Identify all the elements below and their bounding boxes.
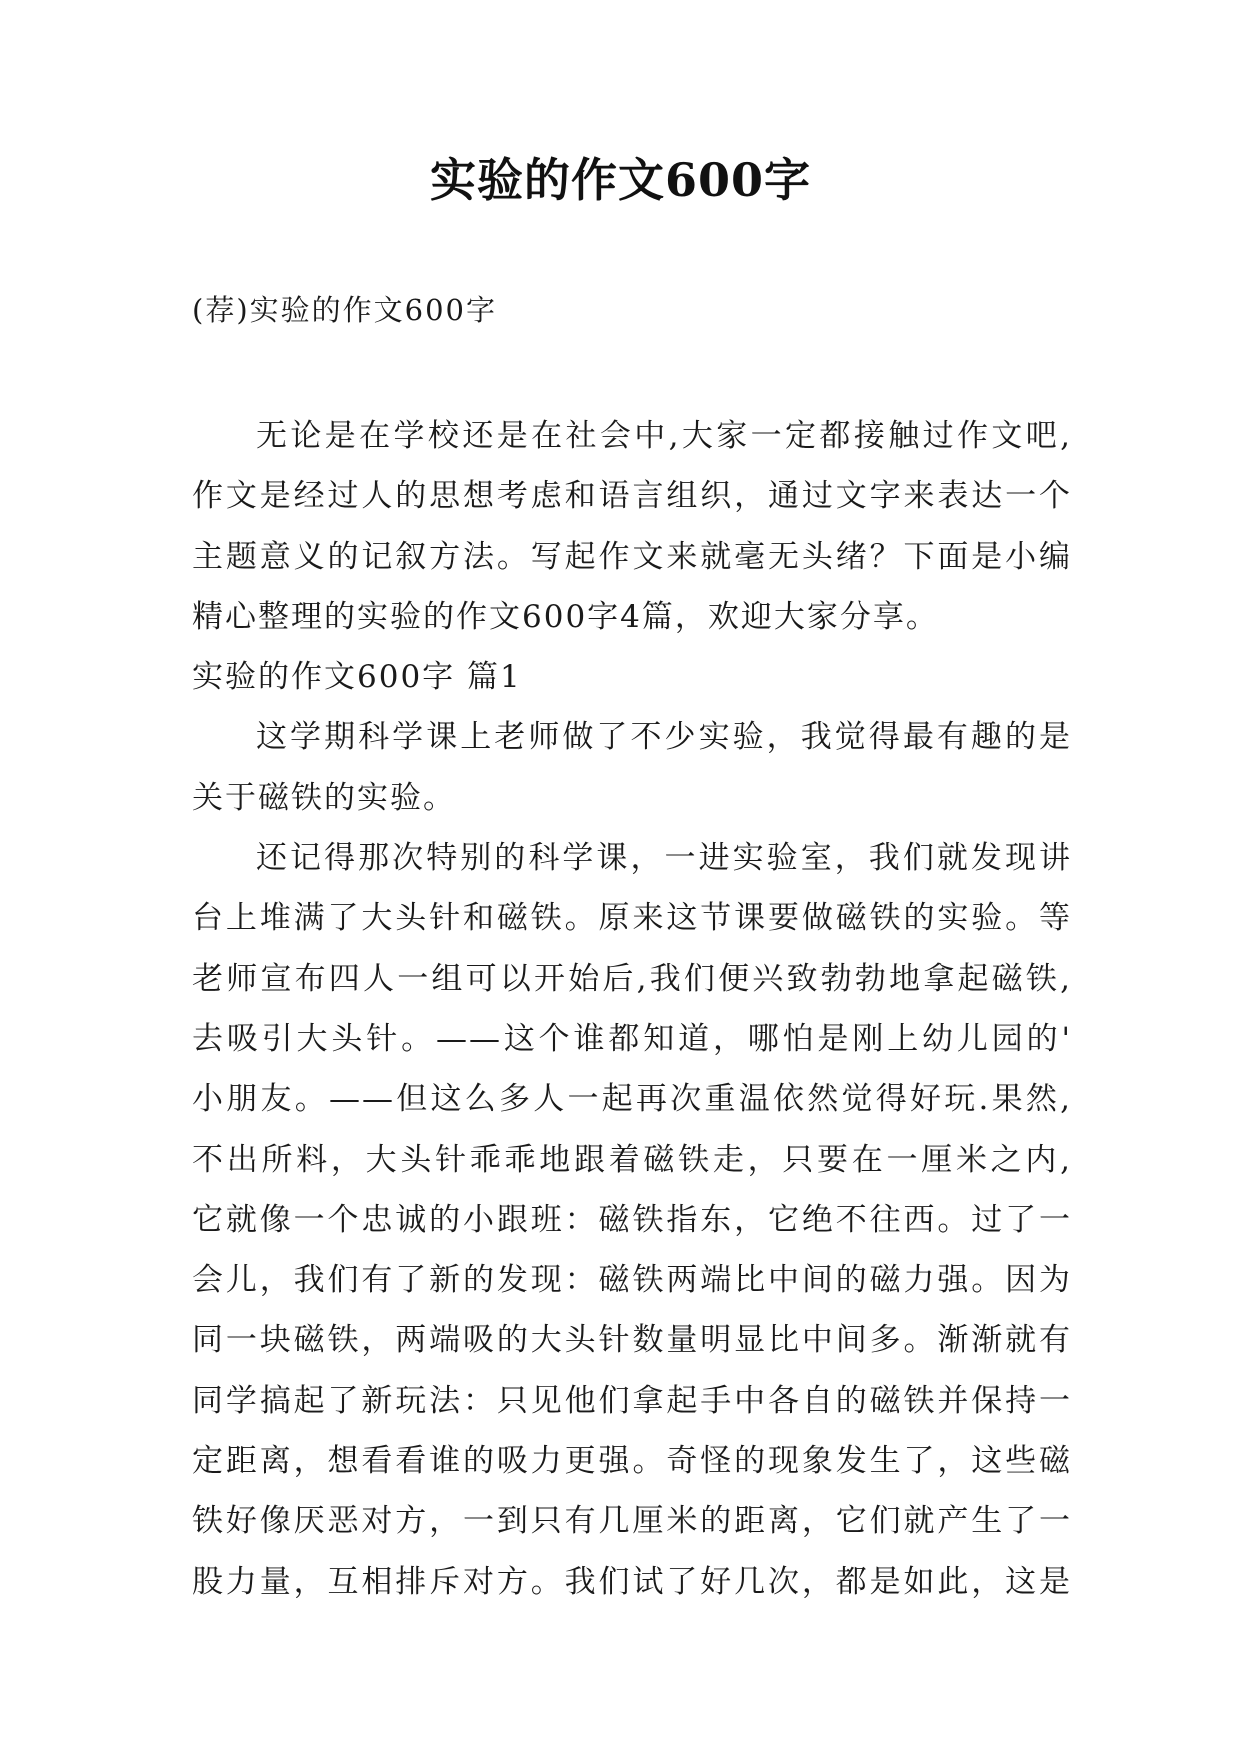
text-line: 股力量，互相排斥对方。我们试了好几次，都是如此，这是 xyxy=(192,1563,1072,1600)
document-title: 实验的作文600字 xyxy=(429,153,812,207)
text-line: 还记得那次特别的科学课，一进实验室，我们就发现讲 xyxy=(256,840,1072,877)
text-line: 台上堆满了大头针和磁铁。原来这节课要做磁铁的实验。等 xyxy=(192,900,1072,937)
document-body xyxy=(192,406,1072,1612)
text-line: 同学搞起了新玩法：只见他们拿起手中各自的磁铁并保持一 xyxy=(192,1382,1072,1419)
text-line: 定距离，想看看谁的吸力更强。奇怪的现象发生了，这些磁 xyxy=(192,1443,1072,1480)
text-line: 小朋友。——但这么多人一起再次重温依然觉得好玩.果然, xyxy=(192,1081,1072,1118)
text-line: 会儿，我们有了新的发现：磁铁两端比中间的磁力强。因为 xyxy=(192,1262,1072,1299)
text-line: 实验的作文600字 篇1 xyxy=(192,659,522,696)
text-line: 关于磁铁的实验。 xyxy=(192,779,456,816)
text-line: 去吸引大头针。——这个谁都知道，哪怕是刚上幼儿园的' xyxy=(192,1020,1072,1057)
text-line: 同一块磁铁，两端吸的大头针数量明显比中间多。渐渐就有 xyxy=(192,1322,1072,1359)
text-line: 老师宣布四人一组可以开始后,我们便兴致勃勃地拿起磁铁, xyxy=(192,960,1072,997)
text-line: 它就像一个忠诚的小跟班：磁铁指东，它绝不往西。过了一 xyxy=(192,1201,1072,1238)
text-line: 铁好像厌恶对方，一到只有几厘米的距离，它们就产生了一 xyxy=(192,1503,1072,1540)
text-line: 无论是在学校还是在社会中,大家一定都接触过作文吧, xyxy=(256,418,1072,454)
text-line: 主题意义的记叙方法。写起作文来就毫无头绪？下面是小编 xyxy=(192,538,1072,575)
text-line: 作文是经过人的思想考虑和语言组织，通过文字来表达一个 xyxy=(192,478,1072,515)
document-subtitle: (荐)实验的作文600字 xyxy=(192,293,497,327)
text-line: 不出所料，大头针乖乖地跟着磁铁走，只要在一厘米之内, xyxy=(192,1141,1072,1178)
text-line: 精心整理的实验的作文600字4篇，欢迎大家分享。 xyxy=(192,598,939,635)
text-line: 这学期科学课上老师做了不少实验，我觉得最有趣的是 xyxy=(256,719,1072,756)
